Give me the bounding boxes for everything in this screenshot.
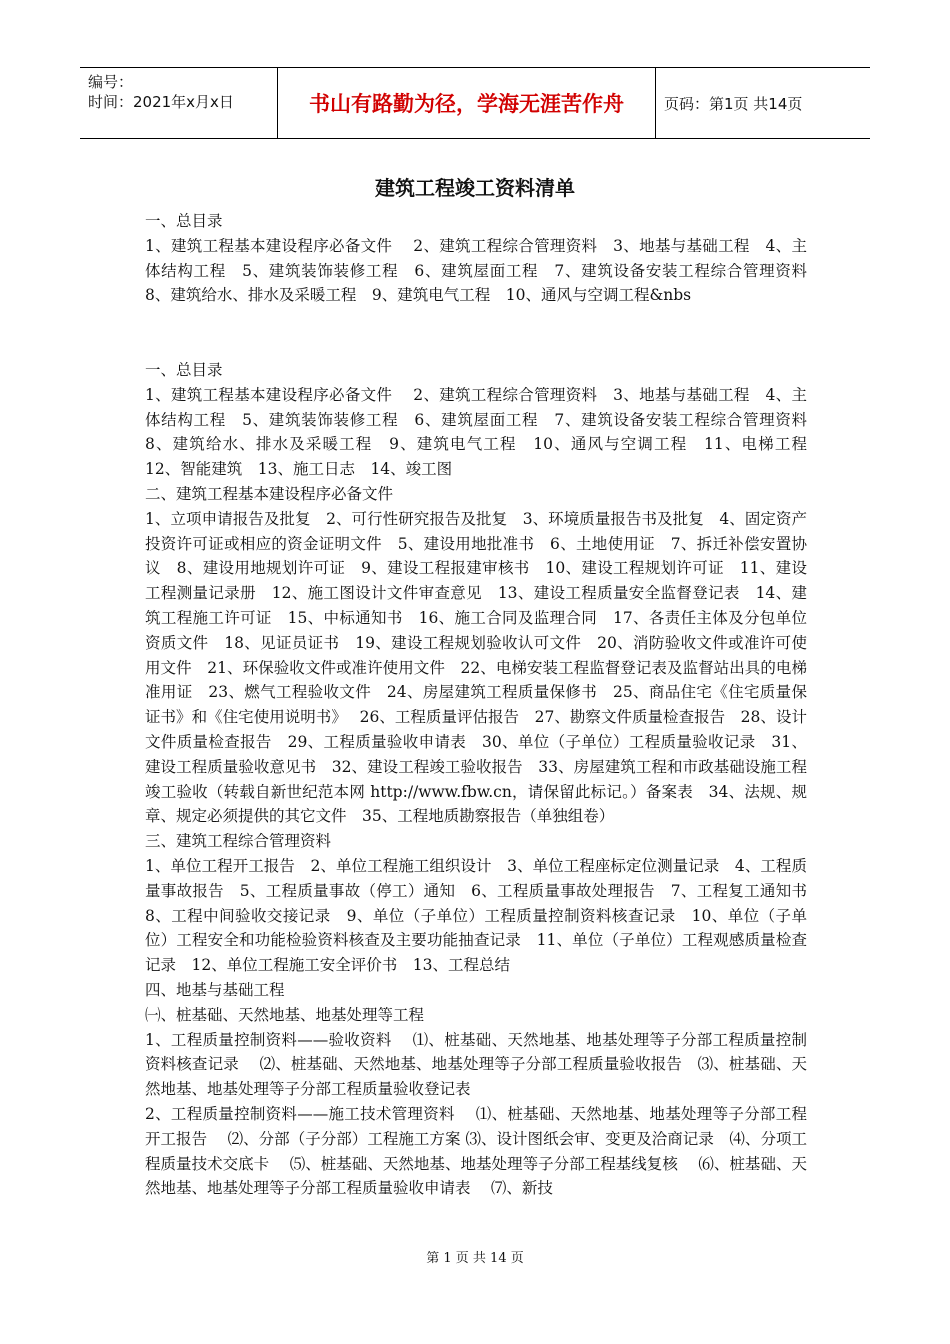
document-header: [80, 67, 870, 139]
motto: 书山有路勤为径，学海无涯苦作舟: [309, 92, 624, 116]
serial-label: 编号：: [88, 73, 134, 91]
section-heading: 四、地基与基础工程: [145, 980, 285, 999]
paragraph: 2、工程质量控制资料——施工技术管理资料 ⑴、桩基础、天然地基、地基处理等子分部工程开工报告 ⑵、分部（子分部）工程施工方案 ⑶、设计图纸会审、变更及洽商记录 ⑷、分项工程质量技术交底卡 ⑸、桩基础、天然地基、地基处理等子分部工程基线复核 ⑹、桩基础、天然地基、地基处理等子分部工程质量验收申请表 ⑺、新技: [145, 1104, 807, 1198]
page-title: 建筑工程竣工资料清单: [375, 176, 575, 200]
section-heading: 二、建筑工程基本建设程序必备文件: [145, 484, 394, 503]
date-label: 时间：2021年x月x日: [88, 93, 234, 111]
page-footer: 第 1 页 共 14 页: [426, 1251, 524, 1266]
header-meta: [80, 68, 278, 138]
section-heading: 一、总目录: [145, 361, 223, 379]
summary-block: [145, 209, 823, 308]
header-page-cell: [656, 68, 870, 138]
header-motto-cell: [278, 68, 656, 138]
main-block: [145, 358, 823, 1201]
paragraph: 1、建筑工程基本建设程序必备文件 2、建筑工程综合管理资料 3、地基与基础工程 4、主体结构工程 5、建筑装饰装修工程 6、建筑屋面工程 7、建筑设备安装工程综合管理资料 8、建筑给水、排水及采暖工程 9、建筑电气工程 10、通风与空调工程&nbs: [145, 236, 823, 305]
page-label: 页码：第1页 共14页: [664, 94, 803, 113]
paragraph: 一、总目录: [145, 212, 223, 230]
paragraph: 1、单位工程开工报告 2、单位工程施工组织设计 3、单位工程座标定位测量记录 4、工程质量事故报告 5、工程质量事故（停工）通知 6、工程质量事故处理报告 7、工程复工通知书 8、工程中间验收交接记录 9、单位（子单位）工程质量控制资料核查记录 10、单位（子单位）工程安全和功能检验资料核查及主要功能抽查记录 11、单位（子单位）工程观感质量检查记录 12、单位工程施工安全评价书 13、工程总结: [145, 856, 823, 975]
section-heading: 三、建筑工程综合管理资料: [145, 832, 332, 851]
paragraph: 1、工程质量控制资料——验收资料 ⑴、桩基础、天然地基、地基处理等子分部工程质量控制资料核查记录 ⑵、桩基础、天然地基、地基处理等子分部工程质量验收报告 ⑶、桩基础、天然地基、地基处理等子分部工程质量验收登记表: [145, 1030, 807, 1099]
paragraph: 1、立项申请报告及批复 2、可行性研究报告及批复 3、环境质量报告书及批复 4、固定资产投资许可证或相应的资金证明文件 5、建设用地批准书 6、土地使用证 7、拆迁补偿安置协议 8、建设用地规划许可证 9、建设工程报建审核书 10、建设工程规划许可证 11、建设工程测量记录册 12、施工图设计文件审查意见 13、建设工程质量安全监督登记表 14、建筑工程施工许可证 15、中标通知书 16、施工合同及监理合同 17、各责任主体及分包单位资质文件 18、见证员证书 19、建设工程规划验收认可文件 20、消防验收文件或准许可使用文件 21、环保验收文件或准许使用文件 22、电梯安装工程监督登记表及监督站出具的电梯准用证 23、燃气工程验收文件 24、房屋建筑工程质量保修书 25、商品住宅《住宅质量保证书》和《住宅使用说明书》 26、工程质量评估报告 27、勘察文件质量检查报告 28、设计文件质量检查报告 29、工程质量验收申请表 30、单位（子单位）工程质量验收记录 31、建设工程质量验收意见书 32、建设工程竣工验收报告 33、房屋建筑工程和市政基础设施工程竣工验收（转载自新世纪范本网 http://www.fbw.cn，请保留此标记。）备案表 34、法规、规章、规定必须提供的其它文件 35、工程地质勘察报告（单独组卷）: [145, 509, 807, 826]
subsection-heading: ㈠、桩基础、天然地基、地基处理等工程: [145, 1005, 425, 1024]
paragraph: 1、建筑工程基本建设程序必备文件 2、建筑工程综合管理资料 3、地基与基础工程 4、主体结构工程 5、建筑装饰装修工程 6、建筑屋面工程 7、建筑设备安装工程综合管理资料 8、建筑给水、排水及采暖工程 9、建筑电气工程 10、通风与空调工程 11、电梯工程 12、智能建筑 13、施工日志 14、竣工图: [145, 385, 823, 479]
